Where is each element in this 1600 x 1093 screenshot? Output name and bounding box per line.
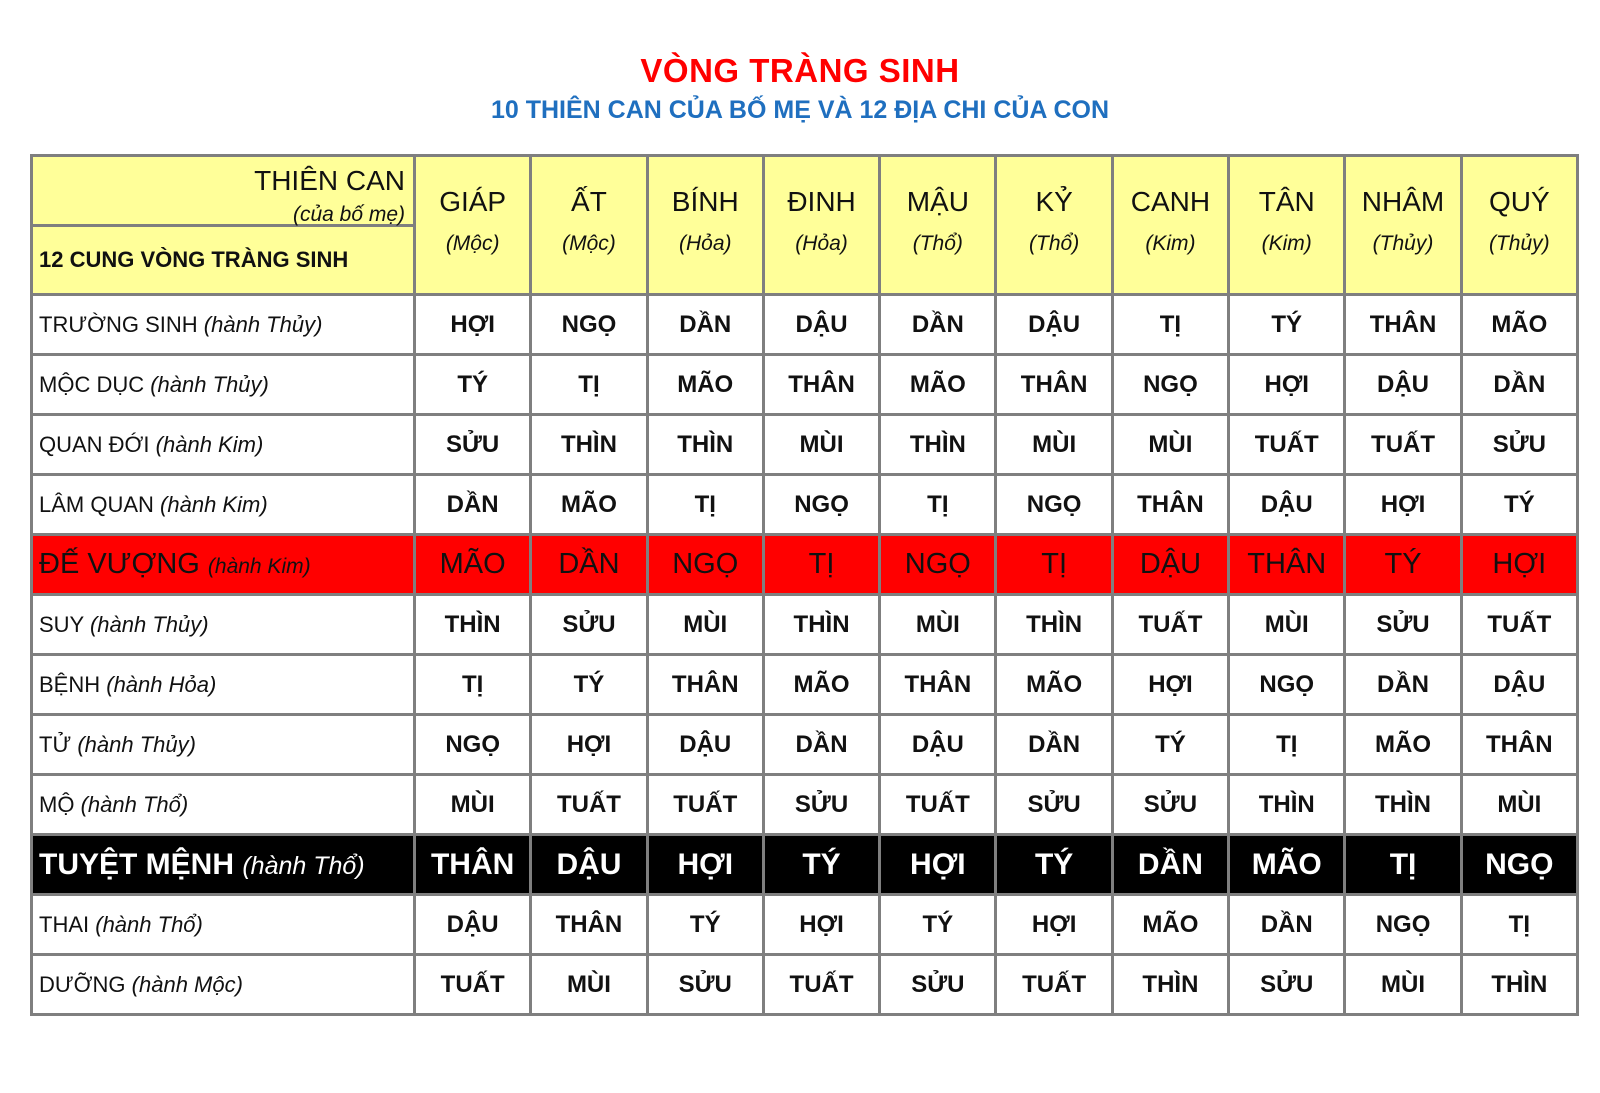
table-cell: THÌN — [996, 595, 1112, 655]
table-row — [32, 655, 1578, 715]
table-cell: THÌN — [1229, 775, 1345, 835]
table-cell: TÝ — [1112, 715, 1228, 775]
row-label-name: TRƯỜNG SINH — [39, 311, 198, 337]
page-subtitle: 10 THIÊN CAN CỦA BỐ MẸ VÀ 12 ĐỊA CHI CỦA CON — [490, 96, 1110, 124]
can-header-cell — [647, 156, 763, 295]
table-cell: DẦN — [880, 295, 996, 355]
table-row — [32, 355, 1578, 415]
table-cell: DẬU — [880, 715, 996, 775]
table-cell: SỬU — [647, 955, 763, 1015]
table-cell: TỊ — [880, 475, 996, 535]
table-cell: DẬU — [1112, 535, 1228, 595]
table-cell: HỢI — [1112, 655, 1228, 715]
table-cell: SỬU — [1112, 775, 1228, 835]
row-label-name: ĐẾ VƯỢNG — [39, 548, 200, 580]
can-name: GIÁP — [439, 186, 507, 217]
table-cell: MÃO — [415, 535, 531, 595]
table-cell: THÂN — [415, 835, 531, 895]
row-label-name: TỬ — [39, 731, 72, 757]
table-cell: MÃO — [1345, 715, 1461, 775]
table-cell: NGỌ — [647, 535, 763, 595]
row-label-name: THAI — [39, 911, 90, 937]
can-element: (Thổ) — [1029, 232, 1080, 255]
row-label-element: (hành Kim) — [207, 555, 311, 578]
table-row — [32, 535, 1578, 595]
table-cell: HỢI — [1345, 475, 1461, 535]
table-cell: SỬU — [415, 415, 531, 475]
table-cell: THÂN — [996, 355, 1112, 415]
table-cell: TÝ — [1461, 475, 1577, 535]
table-cell: SỬU — [1229, 955, 1345, 1015]
table-cell: THÌN — [1345, 775, 1461, 835]
can-element: (Mộc) — [562, 232, 616, 255]
table-cell: TỊ — [531, 355, 647, 415]
can-name: NHÂM — [1361, 186, 1445, 217]
table-cell: TÝ — [1229, 295, 1345, 355]
table-cell: MÙI — [415, 775, 531, 835]
can-name: MẬU — [906, 186, 969, 217]
table-cell: NGỌ — [415, 715, 531, 775]
table-cell: HỢI — [880, 835, 996, 895]
trang-sinh-table — [30, 154, 1579, 1016]
table-cell: MÙI — [763, 415, 879, 475]
table-cell: MÙI — [1229, 595, 1345, 655]
row-label-cell — [32, 415, 415, 475]
can-header-cell — [531, 156, 647, 295]
table-cell: DẬU — [1461, 655, 1577, 715]
table-cell: MÙI — [531, 955, 647, 1015]
can-element: (Thủy) — [1372, 232, 1434, 255]
row-label-cell — [32, 475, 415, 535]
table-cell: MÃO — [1112, 895, 1228, 955]
table-cell: TỊ — [415, 655, 531, 715]
table-cell: HỢI — [647, 835, 763, 895]
table-cell: MÙI — [1345, 955, 1461, 1015]
table-cell: HỢI — [763, 895, 879, 955]
table-cell: DẦN — [647, 295, 763, 355]
table-row — [32, 475, 1578, 535]
table-cell: THÂN — [1112, 475, 1228, 535]
can-header-cell — [880, 156, 996, 295]
table-cell: THÌN — [1461, 955, 1577, 1015]
table-cell: NGỌ — [1112, 355, 1228, 415]
table-cell: THÂN — [647, 655, 763, 715]
table-cell: THÌN — [531, 415, 647, 475]
can-element: (Mộc) — [445, 232, 500, 255]
table-cell: TUẤT — [415, 955, 531, 1015]
table-cell: MÃO — [531, 475, 647, 535]
row-label-name: DƯỠNG — [39, 971, 126, 997]
table-cell: MÙI — [880, 595, 996, 655]
table-cell: THÂN — [763, 355, 879, 415]
row-label-cell — [32, 295, 415, 355]
row-label-name: MỘC DỤC — [39, 371, 145, 397]
row-label-name: TUYỆT MỆNH — [39, 847, 234, 881]
table-cell: THÌN — [415, 595, 531, 655]
table-cell: DẦN — [763, 715, 879, 775]
table-cell: TÝ — [996, 835, 1112, 895]
row-label-cell — [32, 895, 415, 955]
table-cell: TÝ — [763, 835, 879, 895]
table-cell: TUẤT — [1345, 415, 1461, 475]
table-cell: TỊ — [1229, 715, 1345, 775]
table-cell: DẬU — [531, 835, 647, 895]
row-label-element: (hành Kim) — [160, 491, 268, 517]
table-cell: NGỌ — [880, 535, 996, 595]
table-cell: TUẤT — [996, 955, 1112, 1015]
table-cell: DẦN — [415, 475, 531, 535]
table-cell: THÂN — [880, 655, 996, 715]
row-label-element: (hành Thủy) — [89, 611, 209, 637]
row-label-cell — [32, 595, 415, 655]
table-cell: TUẤT — [1229, 415, 1345, 475]
table-cell: TÝ — [1345, 535, 1461, 595]
table-cell: NGỌ — [1461, 835, 1577, 895]
table-row — [32, 415, 1578, 475]
can-header-cell — [1345, 156, 1461, 295]
can-element: (Thổ) — [912, 232, 963, 255]
table-cell: THÂN — [531, 895, 647, 955]
row-label-cell — [32, 775, 415, 835]
can-name: ẤT — [571, 186, 607, 217]
table-cell: NGỌ — [1229, 655, 1345, 715]
can-element: (Thủy) — [1488, 232, 1550, 255]
table-cell: SỬU — [1345, 595, 1461, 655]
corner-top — [33, 159, 413, 227]
table-cell: TÝ — [880, 895, 996, 955]
table-cell: NGỌ — [763, 475, 879, 535]
table-cell: TUẤT — [763, 955, 879, 1015]
row-label-cell — [32, 355, 415, 415]
can-header-cell — [1229, 156, 1345, 295]
table-cell: TỊ — [647, 475, 763, 535]
table-row — [32, 715, 1578, 775]
table-cell: TUẤT — [880, 775, 996, 835]
table-cell: TÝ — [531, 655, 647, 715]
row-label-name: LÂM QUAN — [39, 491, 154, 517]
row-label-cell — [32, 835, 415, 895]
table-row — [32, 295, 1578, 355]
can-element: (Hỏa) — [678, 232, 732, 255]
table-cell: THÂN — [1461, 715, 1577, 775]
can-header-cell — [1112, 156, 1228, 295]
table-cell: TỊ — [1345, 835, 1461, 895]
table-cell: DẬU — [1345, 355, 1461, 415]
table-cell: TỊ — [763, 535, 879, 595]
page-title: VÒNG TRÀNG SINH — [640, 52, 960, 89]
row-label-cell — [32, 535, 415, 595]
row-label-element: (hành Thủy) — [203, 311, 323, 337]
table-cell: DẦN — [996, 715, 1112, 775]
can-name: BÍNH — [671, 186, 739, 217]
can-name: QUÝ — [1488, 186, 1550, 217]
table-row — [32, 955, 1578, 1015]
table-row — [32, 835, 1578, 895]
table-cell: NGỌ — [1345, 895, 1461, 955]
table-cell: NGỌ — [996, 475, 1112, 535]
row-label-element: (hành Kim) — [155, 431, 264, 457]
table-cell: TỊ — [996, 535, 1112, 595]
table-cell: TÝ — [415, 355, 531, 415]
table-cell: MÃO — [763, 655, 879, 715]
row-label-element: (hành Thủy) — [150, 371, 269, 397]
table-cell: DẦN — [531, 535, 647, 595]
row-label-cell — [32, 655, 415, 715]
row-label-element: (hành Thổ) — [242, 851, 365, 880]
row-label-element: (hành Thổ) — [80, 791, 189, 817]
table-cell: TỊ — [1112, 295, 1228, 355]
table-cell: MÃO — [1461, 295, 1577, 355]
can-name: ĐINH — [787, 186, 856, 217]
table-cell: THÌN — [763, 595, 879, 655]
row-label-element: (hành Thổ) — [95, 911, 203, 937]
table-cell: MÙI — [647, 595, 763, 655]
table-cell: HỢI — [1229, 355, 1345, 415]
table-cell: HỢI — [996, 895, 1112, 955]
table-cell: MÃO — [1229, 835, 1345, 895]
table-cell: DẦN — [1461, 355, 1577, 415]
table-cell: SỬU — [996, 775, 1112, 835]
table-cell: THÂN — [1229, 535, 1345, 595]
can-element: (Kim) — [1261, 232, 1312, 255]
table-cell: SỬU — [880, 955, 996, 1015]
can-name: TÂN — [1258, 186, 1315, 217]
table-cell: DẦN — [1345, 655, 1461, 715]
table-cell: TUẤT — [1461, 595, 1577, 655]
row-label-element: (hành Hỏa) — [106, 671, 217, 697]
table-row — [32, 895, 1578, 955]
can-header-cell — [415, 156, 531, 295]
row-label-name: BỆNH — [39, 671, 101, 697]
table-cell: MÙI — [996, 415, 1112, 475]
table-cell: DẦN — [1112, 835, 1228, 895]
table-cell: DẦN — [1229, 895, 1345, 955]
corner-bottom-label: 12 CUNG VÒNG TRÀNG SINH — [39, 246, 349, 272]
row-label-name: MỘ — [39, 791, 75, 817]
table-cell: TUẤT — [1112, 595, 1228, 655]
table-cell: MÙI — [1112, 415, 1228, 475]
table-row — [32, 595, 1578, 655]
can-header-cell — [996, 156, 1112, 295]
table-cell: HỢI — [531, 715, 647, 775]
table-cell: DẬU — [763, 295, 879, 355]
table-cell: MÙI — [1461, 775, 1577, 835]
corner-top-sublabel: (của bố mẹ) — [292, 202, 405, 226]
table-cell: DẬU — [415, 895, 531, 955]
table-cell: HỢI — [415, 295, 531, 355]
table-cell: THÂN — [1345, 295, 1461, 355]
table-cell: SỬU — [531, 595, 647, 655]
table-cell: MÃO — [996, 655, 1112, 715]
table-cell: TUẤT — [647, 775, 763, 835]
table-row — [32, 775, 1578, 835]
table-cell: THÌN — [1112, 955, 1228, 1015]
can-header-cell — [1461, 156, 1577, 295]
can-element: (Kim) — [1145, 232, 1196, 255]
can-element: (Hỏa) — [795, 232, 848, 255]
table-cell: NGỌ — [531, 295, 647, 355]
can-header-cell — [763, 156, 879, 295]
header-row — [32, 156, 1578, 295]
table-cell: TUẤT — [531, 775, 647, 835]
table-cell: TÝ — [647, 895, 763, 955]
table-cell: SỬU — [1461, 415, 1577, 475]
table-cell: SỬU — [763, 775, 879, 835]
row-label-name: QUAN ĐỚI — [39, 431, 150, 457]
corner-cell — [32, 156, 415, 295]
row-label-name: SUY — [39, 611, 84, 637]
row-label-element: (hành Mộc) — [131, 971, 243, 997]
table-cell: MÃO — [647, 355, 763, 415]
table-cell: TỊ — [1461, 895, 1577, 955]
corner-top-label: THIÊN CAN — [254, 164, 405, 196]
table-cell: DẬU — [996, 295, 1112, 355]
can-name: CANH — [1130, 186, 1211, 217]
table-cell: DẬU — [647, 715, 763, 775]
table-cell: MÃO — [880, 355, 996, 415]
table-cell: HỢI — [1461, 535, 1577, 595]
can-name: KỶ — [1035, 186, 1073, 217]
row-label-element: (hành Thủy) — [77, 731, 196, 757]
table-cell: DẬU — [1229, 475, 1345, 535]
table-cell: THÌN — [647, 415, 763, 475]
table-cell: THÌN — [880, 415, 996, 475]
row-label-cell — [32, 715, 415, 775]
row-label-cell — [32, 955, 415, 1015]
